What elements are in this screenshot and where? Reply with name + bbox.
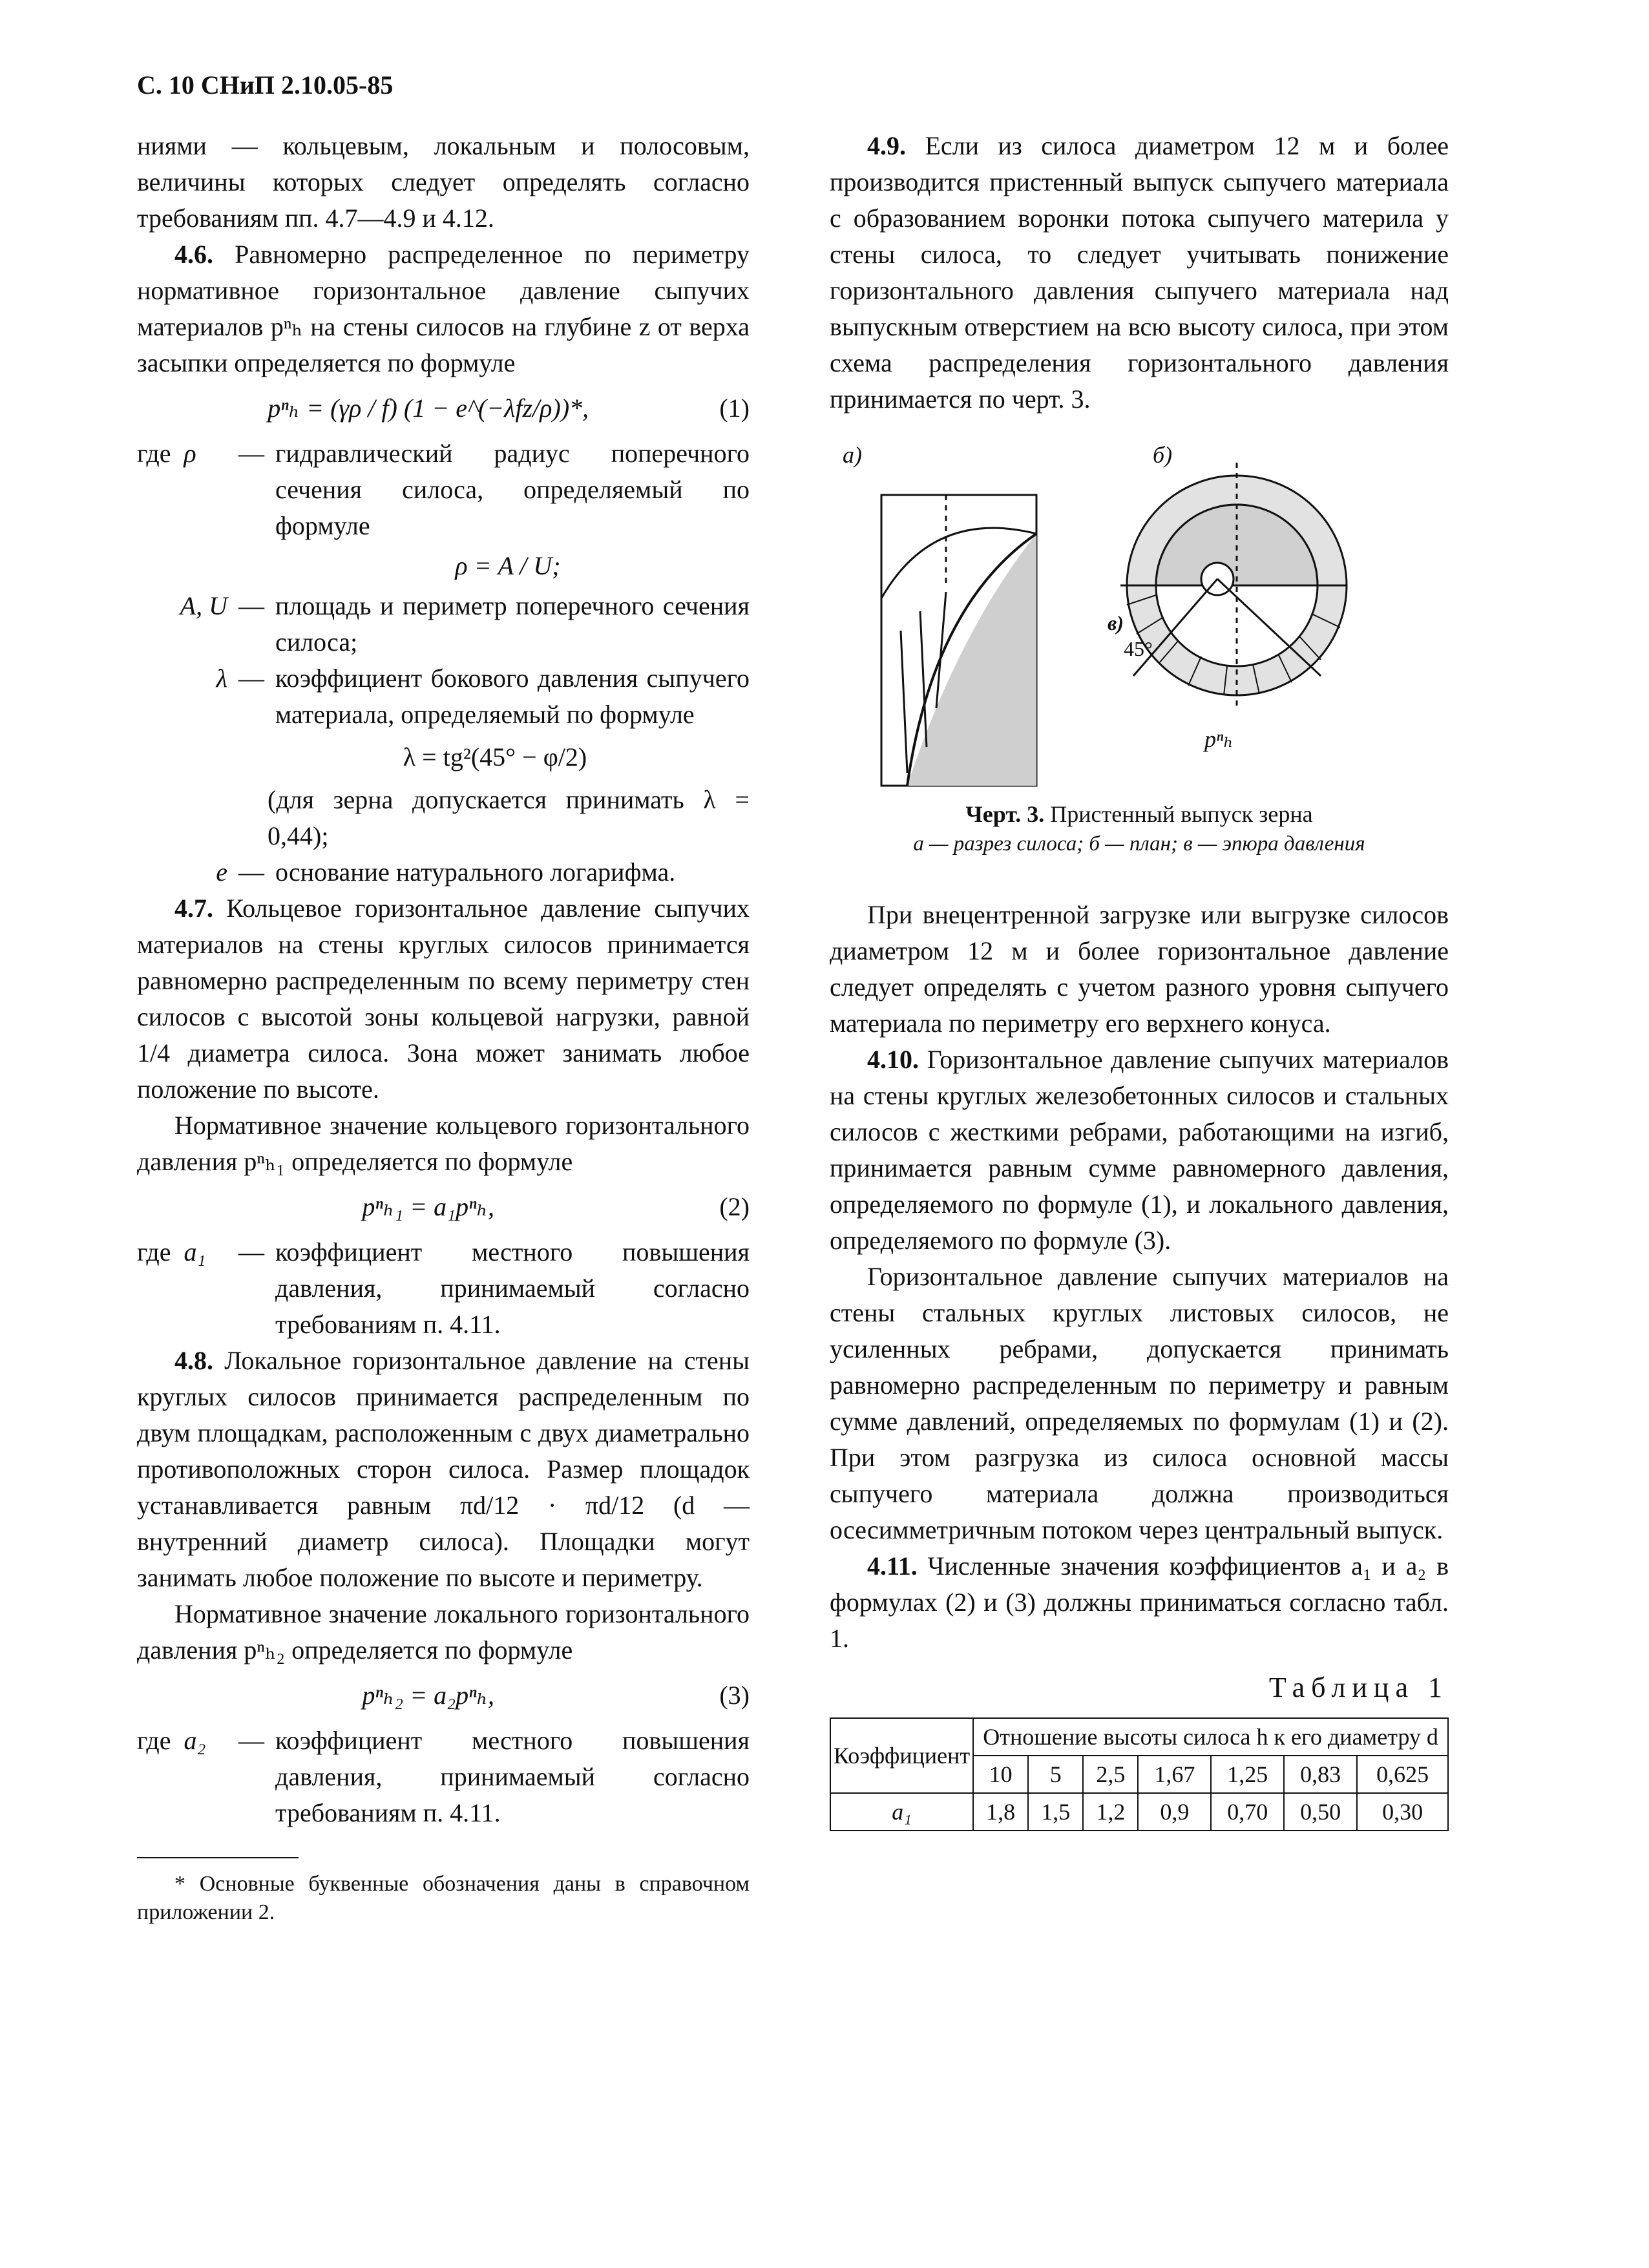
table-cell: 1,2	[1083, 1793, 1138, 1831]
paragraph: Нормативное значение локального горизонтального давления pⁿₕ₂ определяется по формуле	[137, 1599, 750, 1664]
where-text: площадь и периметр поперечного сечения силоса;	[275, 591, 750, 656]
formula-text: pⁿₕ₁ = a₁pⁿₕ,	[362, 1192, 494, 1221]
formula-number: (2)	[719, 1192, 750, 1221]
figure-label-v: в)	[1108, 611, 1124, 635]
table-cell: 0,50	[1284, 1793, 1357, 1831]
table-cell: 5	[1028, 1756, 1083, 1793]
table-cell: 2,5	[1083, 1756, 1138, 1793]
figure-3	[830, 437, 1449, 799]
lambda-note: (для зерна допускается принимать λ = 0,44);	[268, 785, 750, 850]
formula-rho: ρ = A / U;	[455, 551, 561, 580]
symbol: e	[216, 857, 227, 887]
where-rho	[137, 436, 750, 544]
where-e	[137, 854, 750, 890]
where-text: коэффициент бокового давления сыпучего материала, определяемый по формуле	[275, 664, 750, 729]
where-word: где a₂	[137, 1726, 206, 1755]
figure-label-a: а)	[843, 442, 862, 468]
formula-text: pⁿₕ = (γρ / f) (1 − e^(−λfz/ρ))*,	[268, 394, 589, 423]
table-cell: 1,5	[1028, 1793, 1083, 1831]
table-header-coef: Коэффициент	[830, 1718, 973, 1793]
table-1	[830, 1717, 1449, 1831]
formula-text: pⁿₕ₂ = a₂pⁿₕ,	[362, 1681, 494, 1710]
symbol: λ	[216, 664, 227, 693]
formula-number: (3)	[719, 1681, 750, 1710]
table-row	[830, 1793, 1448, 1831]
table-cell: 10	[973, 1756, 1028, 1793]
figure-caption: Черт. 3. Пристенный выпуск зерна	[965, 801, 1313, 827]
dash: —	[238, 1726, 264, 1755]
table-row-label: a₁	[830, 1793, 973, 1831]
where-word: где ρ	[137, 439, 196, 468]
clause-4-9: 4.9. Если из силоса диаметром 12 м и более производится пристенный выпуск сыпучего материала с образованием воронки потока сыпучего материла у стены силоса, то следует учитывать понижение горизонтального давления сыпучего материала над выпускным отверстием на всю высоту силоса, при этом схема распределения горизонтального давления принимается по черт. 3.	[830, 131, 1449, 414]
figure-label-b: б)	[1153, 442, 1173, 468]
formula-3	[137, 1677, 750, 1714]
table-cell: 0,70	[1211, 1793, 1284, 1831]
table-cell: 0,30	[1357, 1793, 1448, 1831]
where-text: основание натурального логарифма.	[275, 857, 676, 887]
footnote-rule	[137, 1857, 299, 1858]
where-text: коэффициент местного повышения давления, принимаемый согласно требованиям п. 4.11.	[275, 1237, 750, 1339]
clause-4-6: 4.6. Равномерно распределенное по периметру нормативное горизонтальное давление сыпучих материалов pⁿₕ на стены силосов на глубине z от верха засыпки определяется по формуле	[137, 240, 750, 377]
paragraph: Горизонтальное давление сыпучих материалов на стены стальных круглых листовых силосов, не усиленных ребрами, допускается принимать равномерно распределенным по периметру и равным сумме давлений, определяемых по формулам (1) и (2). При этом разгрузка из силоса основной массы сыпучего материала должна производиться осесимметричным потоком через центральный выпуск.	[830, 1262, 1449, 1544]
where-lambda	[137, 660, 750, 733]
dash: —	[238, 591, 264, 620]
table-cell: 0,625	[1357, 1756, 1448, 1793]
table-cell: 0,9	[1138, 1793, 1211, 1831]
where-word: где a₁	[137, 1237, 206, 1266]
formula-2	[137, 1189, 750, 1225]
dash: —	[238, 664, 264, 693]
figure-legend: а — разрез силоса; б — план; в — эпюра давления	[913, 832, 1365, 856]
clause-4-10: 4.10. Горизонтальное давление сыпучих материалов на стены круглых железобетонных силосов и стальных силосов с жесткими ребрами, работающими на изгиб, принимается равным сумме равномерного давления, определяемого по формуле (1), и локального давления, определяемого по формуле (3).	[830, 1045, 1449, 1255]
left-column	[137, 128, 750, 1927]
table-caption: Таблица 1	[1268, 1672, 1449, 1703]
paragraph: ниями — кольцевым, локальным и полосовым, величины которых следует определять согласно требованиям пп. 4.7—4.9 и 4.12.	[137, 131, 750, 233]
table-header-row	[830, 1718, 1448, 1756]
table-cell: 1,67	[1138, 1756, 1211, 1793]
silo-section	[881, 495, 1036, 786]
footnote: * Основные буквенные обозначения даны в справочном приложении 2.	[137, 1872, 750, 1924]
table-cell: 0,83	[1284, 1756, 1357, 1793]
formula-number: (1)	[719, 394, 750, 423]
where-a-u	[137, 588, 750, 660]
table-header-ratio: Отношение высоты силоса h к его диаметру d	[973, 1718, 1448, 1756]
dash: —	[238, 439, 264, 468]
figure-pressure-label: pⁿₕ	[1204, 726, 1234, 752]
formula-1	[137, 390, 750, 426]
table-cell: 1,8	[973, 1793, 1028, 1831]
clause-4-8: 4.8. Локальное горизонтальное давление на стены круглых силосов принимается распределенным по двум площадкам, расположенным с двух диаметрально противоположных сторон силоса. Размер площадок устанавливается равным πd/12 · πd/12 (d — внутренний диаметр силоса). Площадки могут занимать любое положение по высоте и периметру.	[137, 1346, 750, 1592]
where-text: гидравлический радиус поперечного сечения силоса, определяемый по формуле	[275, 439, 750, 540]
silo-plan	[1120, 463, 1347, 708]
paragraph: При внецентренной загрузке или выгрузке силосов диаметром 12 м и более горизонтальное давление следует определять с учетом разного уровня сыпучего материала по периметру его верхнего конуса.	[830, 900, 1449, 1038]
figure-angle: 45°	[1124, 637, 1153, 660]
paragraph: Нормативное значение кольцевого горизонтального давления pⁿₕ₁ определяется по формуле	[137, 1111, 750, 1176]
dash: —	[238, 1237, 264, 1266]
right-column	[830, 128, 1449, 1831]
clause-4-11: 4.11. Численные значения коэффициентов a₁ и a₂ в формулах (2) и (3) должны приниматься согласно табл. 1.	[830, 1551, 1449, 1653]
page-header: С. 10 СНиП 2.10.05-85	[137, 70, 394, 100]
dash: —	[238, 857, 264, 887]
table-cell: 1,25	[1211, 1756, 1284, 1793]
where-a1	[137, 1234, 750, 1343]
formula-lambda: λ = tg²(45° − φ/2)	[403, 742, 587, 772]
where-text: коэффициент местного повышения давления, принимаемый согласно требованиям п. 4.11.	[275, 1726, 750, 1827]
figure-3-drawing	[830, 437, 1449, 799]
clause-4-7: 4.7. Кольцевое горизонтальное давление сыпучих материалов на стены круглых силосов принимается равномерно распределенным по всему периметру стен силосов с высотой зоны кольцевой нагрузки, равной 1/4 диаметра силоса. Зона может занимать любое положение по высоте.	[137, 894, 750, 1104]
where-a2	[137, 1723, 750, 1831]
symbol: A, U	[180, 591, 227, 620]
